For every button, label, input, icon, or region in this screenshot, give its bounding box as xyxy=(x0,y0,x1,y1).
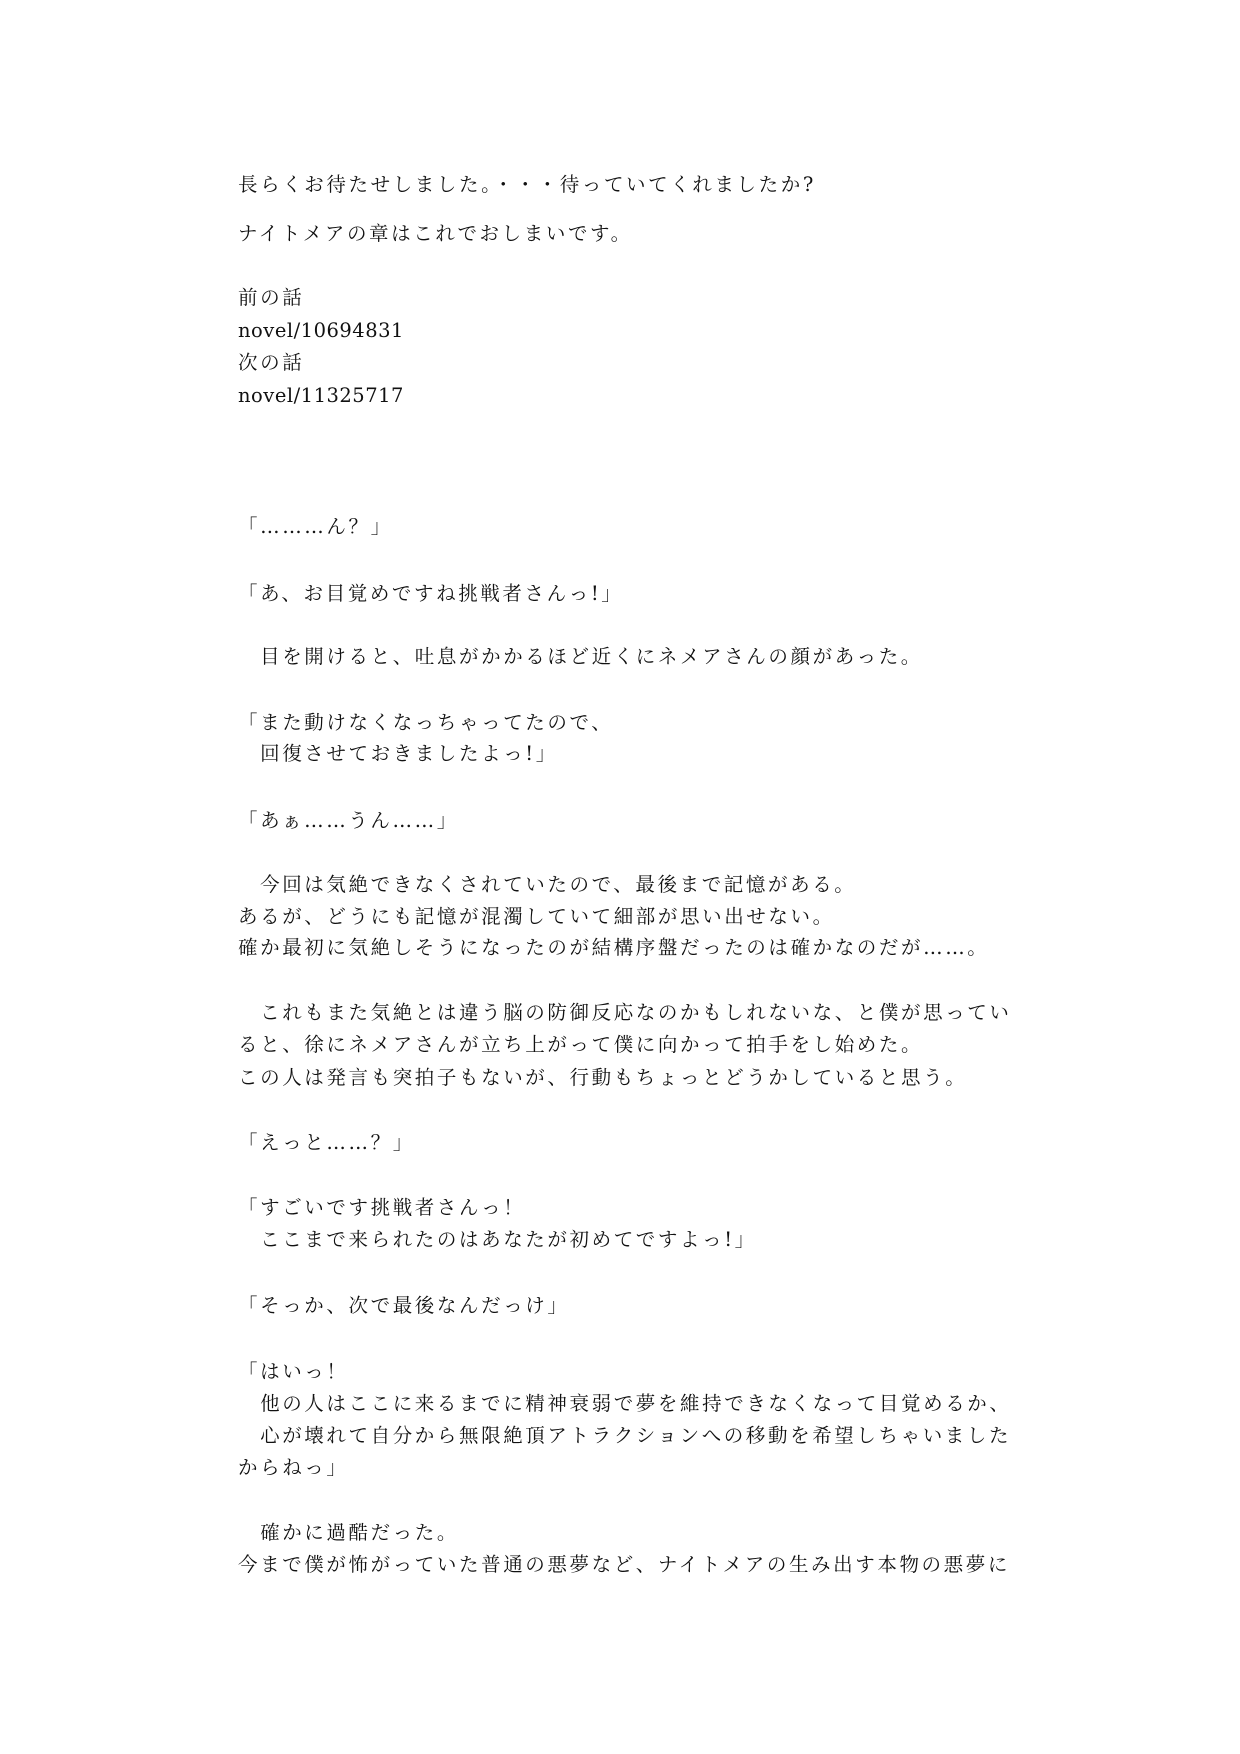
story-line: これもまた気絶とは違う脳の防御反応なのかもしれないな、と僕が思ってい xyxy=(238,1001,1012,1024)
story-line: ると、徐にネメアさんが立ち上がって僕に向かって拍手をし始めた。 xyxy=(238,1033,924,1056)
story-line: 「また動けなくなっちゃってたので、 xyxy=(238,711,614,734)
story-line: 心が壊れて自分から無限絶頂アトラクションへの移動を希望しちゃいました xyxy=(238,1424,1012,1447)
next-chapter-link[interactable]: novel/11325717 xyxy=(238,384,404,407)
story-line: 「そっか、次で最後なんだっけ」 xyxy=(238,1294,570,1317)
story-line: 「あぁ……うん……」 xyxy=(238,809,459,832)
story-line: 「はいっ！ xyxy=(238,1360,349,1383)
story-line: 「えっと……？」 xyxy=(238,1131,415,1154)
story-line: 「………ん？」 xyxy=(238,515,393,538)
story-line: 回復させておきましたよっ!」 xyxy=(238,742,558,765)
prev-chapter-link[interactable]: novel/10694831 xyxy=(238,319,404,342)
story-line: 今回は気絶できなくされていたので、最後まで記憶がある。 xyxy=(238,873,857,896)
story-line: 他の人はここに来るまでに精神衰弱で夢を維持できなくなって目覚めるか、 xyxy=(238,1392,1012,1415)
intro-line-2: ナイトメアの章はこれでおしまいです。 xyxy=(238,222,633,245)
story-line: 確かに過酷だった。 xyxy=(238,1521,460,1544)
story-line: 確か最初に気絶しそうになったのが結構序盤だったのは確かなのだが……。 xyxy=(238,936,990,959)
intro-line-1: 長らくお待たせしました。・・・待っていてくれましたか? xyxy=(238,173,816,196)
story-line: この人は発言も突拍子もないが、行動もちょっとどうかしていると思う。 xyxy=(238,1066,968,1089)
story-line: 「あ、お目覚めですね挑戦者さんっ!」 xyxy=(238,582,624,605)
story-line: ここまで来られたのはあなたが初めてですよっ!」 xyxy=(238,1228,757,1251)
story-line: 「すごいです挑戦者さんっ！ xyxy=(238,1196,526,1219)
story-line: あるが、どうにも記憶が混濁していて細部が思い出せない。 xyxy=(238,905,835,928)
next-chapter-label: 次の話 xyxy=(238,351,305,374)
prev-chapter-label: 前の話 xyxy=(238,286,305,309)
story-line: 今まで僕が怖がっていた普通の悪夢など、ナイトメアの生み出す本物の悪夢に xyxy=(238,1553,1010,1576)
story-line: 目を開けると、吐息がかかるほど近くにネメアさんの顔があった。 xyxy=(238,645,923,668)
story-line: からねっ」 xyxy=(238,1456,349,1479)
